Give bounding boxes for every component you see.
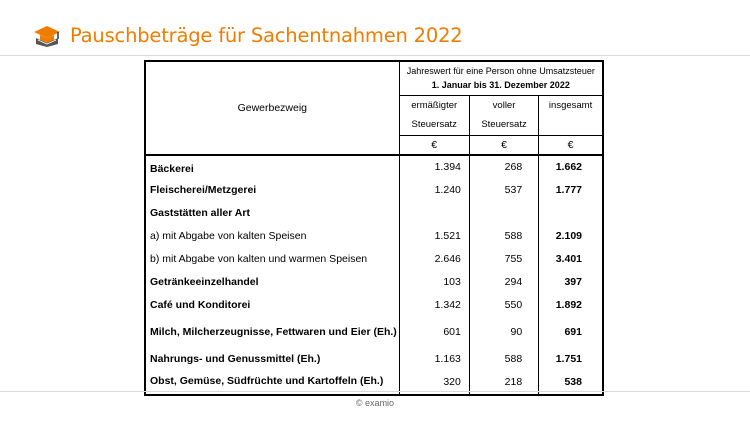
value-reduced: 1.240 <box>399 178 469 201</box>
row-label: Obst, Gemüse, Südfrüchte und Kartoffeln (Eh.) <box>145 370 399 395</box>
value-total: 1.892 <box>555 298 582 311</box>
row-label: Gaststätten aller Art <box>145 201 399 224</box>
value-full: 218 <box>469 370 538 395</box>
column-header-reduced <box>399 95 469 135</box>
value-reduced: 1.394 <box>399 155 469 178</box>
column-header-total: insgesamt <box>539 95 603 135</box>
lump-sum-table <box>144 60 604 396</box>
row-label: Getränkeeinzelhandel <box>145 270 399 293</box>
row-label: Fleischerei/Metzgerei <box>145 178 399 201</box>
row-label: a) mit Abgabe von kalten Speisen <box>145 224 399 247</box>
column-header-full <box>469 95 538 135</box>
page-header <box>0 0 750 56</box>
value-full: 90 <box>469 316 538 348</box>
table-row <box>145 224 603 247</box>
value-total <box>539 201 603 224</box>
value-full: 268 <box>469 155 538 178</box>
row-label: Nahrungs- und Genussmittel (Eh.) <box>145 348 399 370</box>
value-reduced: 2.646 <box>399 247 469 270</box>
value-total: 3.401 <box>555 252 582 265</box>
value-total: 691 <box>564 326 582 338</box>
group-header-line1: Jahreswert für eine Person ohne Umsatzsteuer <box>406 66 595 77</box>
row-label: Milch, Milcherzeugnisse, Fettwaren und Eier (Eh.) <box>145 316 399 348</box>
value-reduced: 103 <box>399 270 469 293</box>
value-full <box>469 201 538 224</box>
table-row <box>145 316 603 348</box>
group-header-line2: 1. Januar bis 31. Dezember 2022 <box>431 80 570 91</box>
row-label: Café und Konditorei <box>145 293 399 316</box>
header-reduced-line2: Steuersatz <box>411 119 457 130</box>
unit-full: € <box>469 135 538 155</box>
footer-divider <box>0 391 750 392</box>
value-reduced: 601 <box>399 316 469 348</box>
column-group-header <box>399 61 603 95</box>
value-full: 537 <box>469 178 538 201</box>
header-full-line1: voller <box>492 100 516 111</box>
value-reduced: 1.342 <box>399 293 469 316</box>
header-reduced-line1: ermäßigter <box>411 100 458 111</box>
value-reduced: 320 <box>399 370 469 395</box>
value-full: 755 <box>469 247 538 270</box>
value-total: 1.751 <box>555 353 582 365</box>
footer-copyright: © examio <box>355 398 395 408</box>
value-reduced: 1.163 <box>399 348 469 370</box>
value-total: 1.662 <box>555 161 582 173</box>
header-divider <box>0 55 750 56</box>
unit-reduced: € <box>399 135 469 155</box>
value-total: 538 <box>564 376 582 388</box>
table-row <box>145 178 603 201</box>
row-label: b) mit Abgabe von kalten und warmen Speisen <box>145 247 399 270</box>
value-full: 294 <box>469 270 538 293</box>
table-row <box>145 348 603 370</box>
value-total: 2.109 <box>555 229 582 242</box>
table-row <box>145 201 603 224</box>
value-full: 550 <box>469 293 538 316</box>
value-full: 588 <box>469 348 538 370</box>
table-row <box>145 247 603 270</box>
page-title: Pauschbeträge für Sachentnahmen 2022 <box>70 24 463 47</box>
table-row <box>145 155 603 178</box>
value-total: 1.777 <box>555 183 582 196</box>
book-hat-icon <box>31 20 63 48</box>
header-full-line2: Steuersatz <box>481 119 527 130</box>
value-reduced: 1.521 <box>399 224 469 247</box>
row-label: Bäckerei <box>145 155 399 178</box>
value-reduced <box>399 201 469 224</box>
value-total: 397 <box>564 275 582 288</box>
table-row <box>145 270 603 293</box>
value-full: 588 <box>469 224 538 247</box>
column-header-industry: Gewerbezweig <box>145 61 399 155</box>
table-row <box>145 293 603 316</box>
unit-total: € <box>539 135 603 155</box>
